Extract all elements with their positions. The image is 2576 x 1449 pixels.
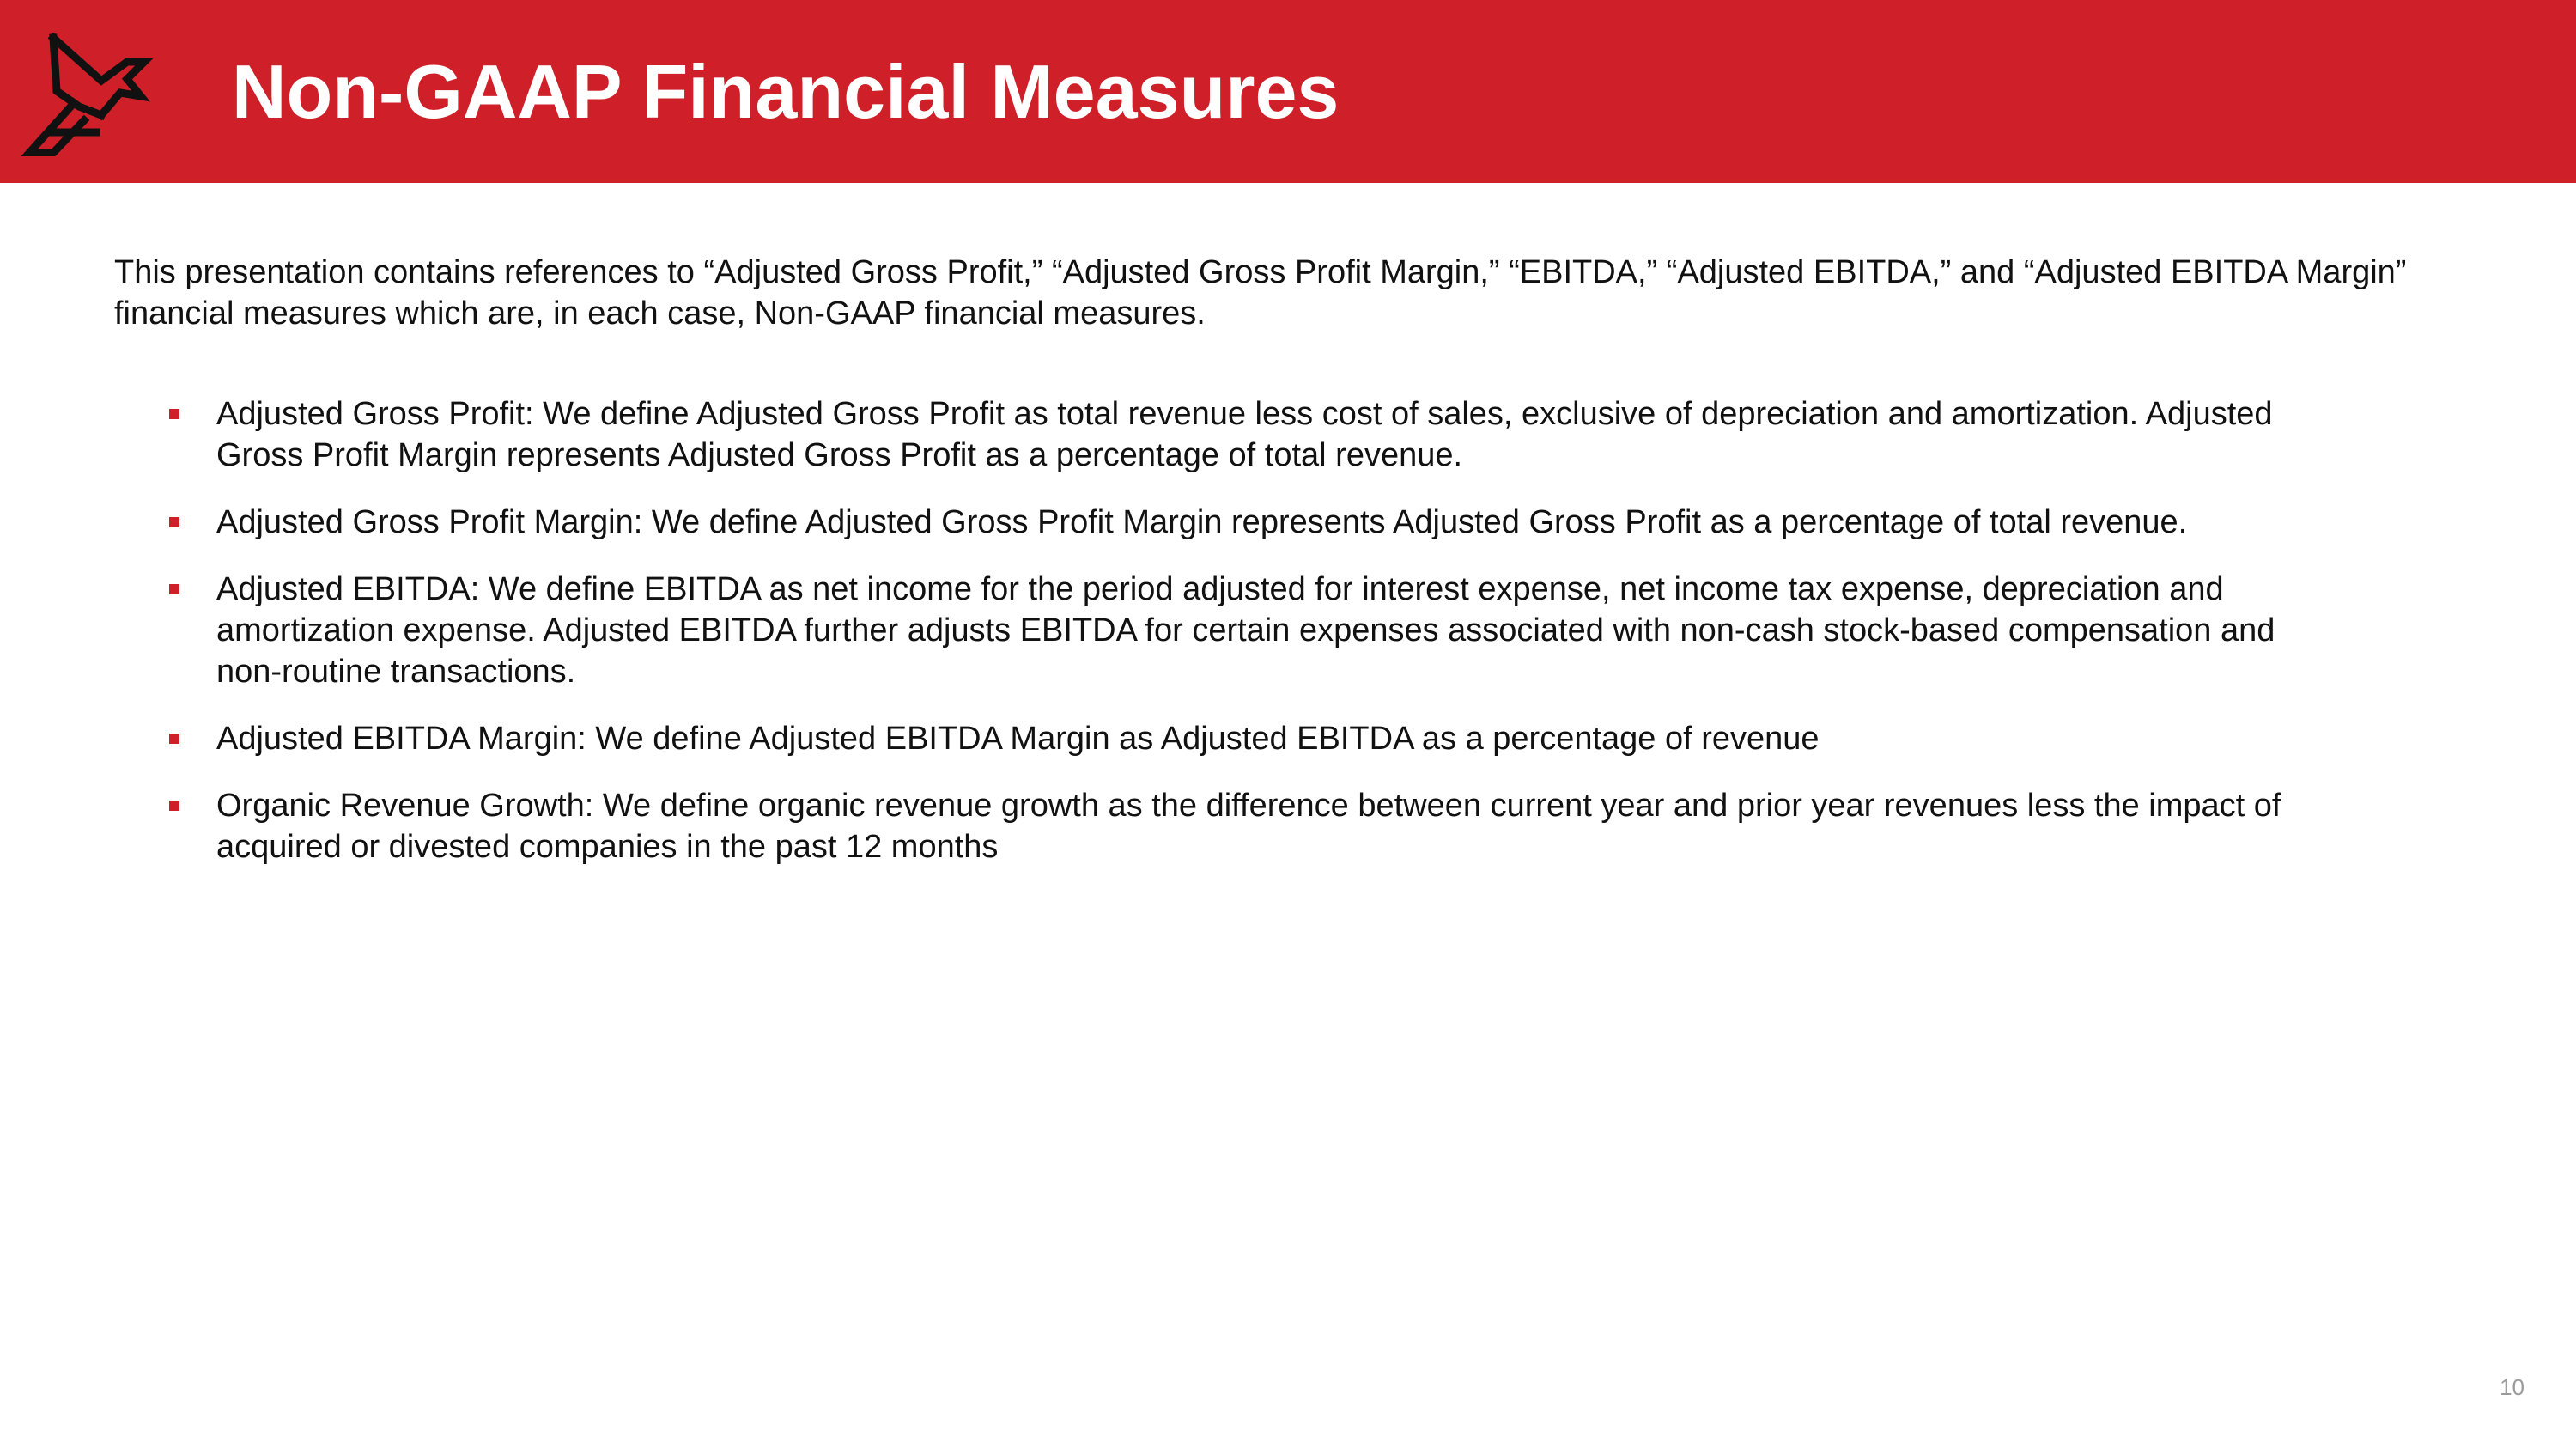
bullet-square-icon [169, 584, 179, 594]
intro-paragraph: This presentation contains references to “Adjusted Gross Profit,” “Adjusted Gross Profit Margin,” “EBITDA,” “Adjusted EBITDA,” and “Adjusted EBITDA Margin” financial measures which are, in each case, Non-GAAP financial measures. [114, 254, 2407, 332]
bullet-text: Adjusted Gross Profit: We define Adjusted Gross Profit as total revenue less cost of sales, exclusive of depreciation and amortization. Adjusted Gross Profit Margin represents Adjusted Gross Profit as a percentage of total revenue. [216, 396, 2273, 473]
list-item-adjusted-gross-profit-margin [114, 502, 2312, 543]
list-item-adjusted-gross-profit [114, 393, 2312, 476]
list-item-organic-revenue-growth [114, 785, 2312, 868]
slide-title: Non-GAAP Financial Measures [232, 49, 1340, 134]
bullet-square-icon [169, 734, 179, 744]
cardinal-bird-logo-icon [19, 31, 158, 156]
bullet-text: Adjusted Gross Profit Margin: We define Adjusted Gross Profit Margin represents Adjusted Gross Profit as a percentage of total revenue. [216, 504, 2188, 540]
slide-header [0, 0, 2576, 183]
bullet-text: Adjusted EBITDA: We define EBITDA as net income for the period adjusted for interest expense, net income tax expense, depreciation and amortization expense. Adjusted EBITDA further adjusts EBITDA for certain expenses associated with non-cash stock-based compensation and non-routine transactions. [216, 571, 2275, 690]
list-item-adjusted-ebitda [114, 569, 2312, 692]
bullet-square-icon [169, 801, 179, 811]
page-number: 10 [2500, 1374, 2524, 1400]
definition-list [114, 393, 2312, 893]
bullet-square-icon [169, 517, 179, 527]
bullet-text: Organic Revenue Growth: We define organic revenue growth as the difference between current year and prior year revenues less the impact of acquired or divested companies in the past 12 months [216, 788, 2281, 865]
list-item-adjusted-ebitda-margin [114, 718, 2312, 759]
bullet-text: Adjusted EBITDA Margin: We define Adjusted EBITDA Margin as Adjusted EBITDA as a percentage of revenue [216, 721, 1820, 757]
bullet-square-icon [169, 409, 179, 419]
